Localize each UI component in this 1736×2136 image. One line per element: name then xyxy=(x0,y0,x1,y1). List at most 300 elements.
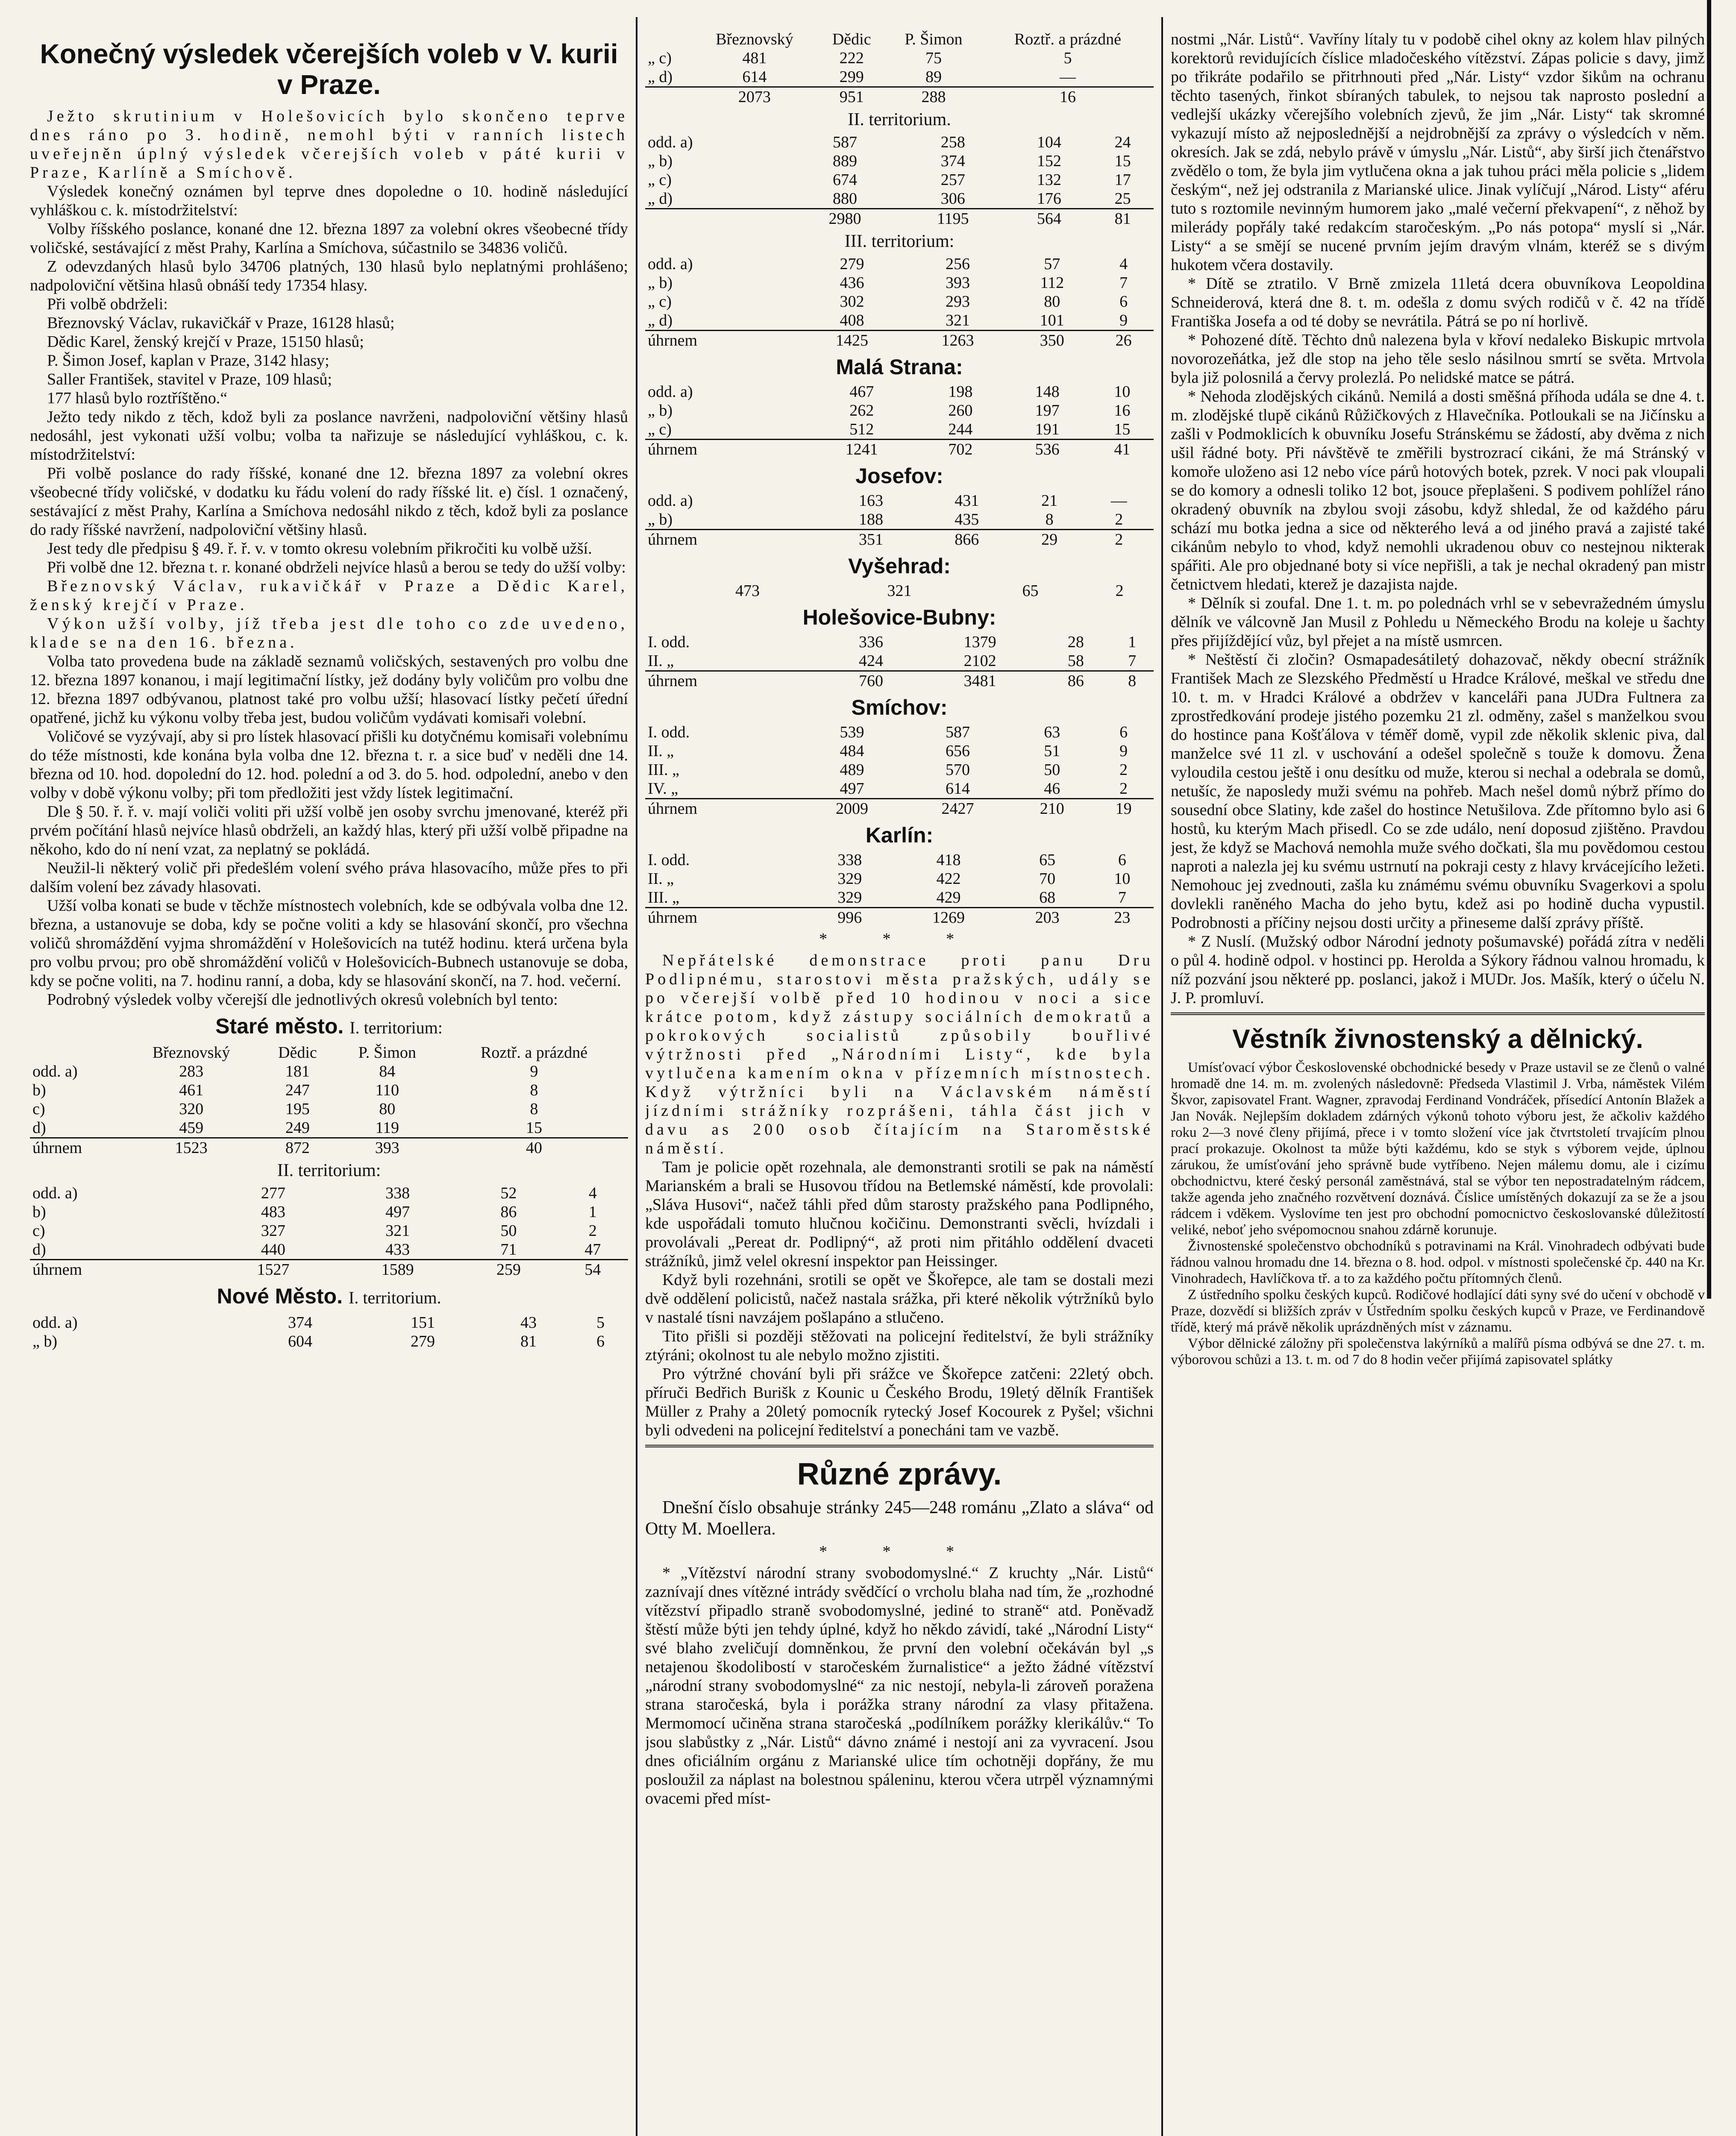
vote-count: 467 xyxy=(849,383,874,401)
vote-count: 2427 xyxy=(905,799,1011,819)
vote-count: 163 xyxy=(858,492,883,510)
district-heading: Holešovice-Bubny: xyxy=(802,605,996,629)
vote-count: 429 xyxy=(936,889,961,907)
table-total-row xyxy=(645,671,1154,691)
table-row xyxy=(645,888,1154,908)
vote-count: 29 xyxy=(1015,530,1084,549)
vote-count: 15 xyxy=(1114,420,1131,438)
vote-count: 889 xyxy=(833,152,858,170)
row-label: II. „ xyxy=(648,870,674,888)
vote-count: 46 xyxy=(1044,780,1060,798)
section-stars: * * * xyxy=(819,930,980,948)
vote-count: 329 xyxy=(837,870,862,888)
results-table xyxy=(645,382,1154,459)
vote-count: 279 xyxy=(840,255,864,273)
row-label: úhrnem xyxy=(645,799,799,819)
row-label: d) xyxy=(32,1241,46,1259)
column-header xyxy=(30,1043,122,1062)
row-label xyxy=(645,581,672,600)
row-label: „ c) xyxy=(648,49,672,67)
vote-count: 86 xyxy=(1041,671,1111,691)
vote-count: 9 xyxy=(1119,742,1128,760)
table-row xyxy=(645,851,1154,869)
table-total-row xyxy=(645,87,1154,107)
vote-count: 2 xyxy=(1119,780,1128,798)
row-label: odd. a) xyxy=(648,133,693,151)
vote-count: 110 xyxy=(375,1081,399,1099)
column-middle xyxy=(645,30,1154,2136)
notice: Živnostenské společenstvo obchodníků s potravinami na Král. Vinohradech odbývati bude řádnou valnou hromadu dne 14. března o 8. hod. odpol. v místnosti společenské čp. 440 na Kr. Vinohradech, Havlíčkova tř. a to za každého počtu přítomných členů. xyxy=(1171,1238,1705,1286)
column-rule xyxy=(636,17,637,2136)
results-table xyxy=(645,30,1154,106)
news-item: * Z Nuslí. (Mužský odbor Národní jednoty pošumavské) pořádá zítra v neděli o půl 4. hodině odpol. v hostinci pp. Herolda a Sýkory řádnou valnou hromadu, k níž pozvání jsou některé pp. poslanci, jakož i MUDr. Jos. Mašík, který o účelu N. J. P. promluví. xyxy=(1171,933,1705,1007)
results-table xyxy=(30,1184,628,1279)
row-label: b) xyxy=(32,1081,46,1099)
vote-count: 1379 xyxy=(963,633,996,651)
vote-count: 3481 xyxy=(919,671,1041,691)
vote-count: 19 xyxy=(1093,799,1154,819)
row-label: úhrnem xyxy=(30,1260,211,1279)
news-item: * Dělník si zoufal. Dne 1. t. m. po polednách vrhl se v sebevražedném úmyslu dělník ve válcovně Jan Musil z Pohledu u Německého Brodu na koleje u šachty přes přijíždějící vůz, byl přejet a na místě usmrcen. xyxy=(1171,594,1705,650)
vote-count: 15 xyxy=(1114,152,1131,170)
vote-count: 195 xyxy=(285,1100,310,1118)
vote-count: 674 xyxy=(833,171,858,189)
page-edge-bar xyxy=(1707,0,1711,1299)
vote-count: 1523 xyxy=(122,1138,261,1158)
news-item: * Pohozené dítě. Těchto dnů nalezena byla v křoví nedaleko Biskupic mrtvola novorozeňátka, jež dle stop na jeho těle seslo násilnou smrtí se světa. Mrtvola byla již polosnilá a červy prolezlá. Po nelidské matce se pátrá. xyxy=(1171,331,1705,387)
table-row xyxy=(645,133,1154,152)
vote-count: 473 xyxy=(735,582,760,600)
table-row xyxy=(30,1332,628,1351)
vote-count: 197 xyxy=(1035,402,1060,420)
row-label: „ d) xyxy=(648,68,673,86)
row-label: úhrnem xyxy=(645,671,823,691)
vote-count: 393 xyxy=(335,1138,440,1158)
vote-count: 614 xyxy=(946,780,970,798)
vote-count: 2 xyxy=(1084,530,1154,549)
row-label: odd. a) xyxy=(648,492,693,510)
row-label: „ b) xyxy=(648,152,673,170)
vote-count: 350 xyxy=(1010,331,1093,350)
row-label: „ b) xyxy=(32,1332,58,1350)
row-label: úhrnem xyxy=(645,331,799,350)
vote-count: 260 xyxy=(948,402,973,420)
vote-count: 461 xyxy=(179,1081,204,1099)
table-total-row xyxy=(30,1138,628,1158)
vote-count: 329 xyxy=(837,889,862,907)
results-table xyxy=(30,1043,628,1157)
district-heading: Malá Strana: xyxy=(836,355,963,379)
row-label: „ d) xyxy=(648,190,673,208)
vote-count: 418 xyxy=(936,851,961,869)
vote-count: 41 xyxy=(1091,440,1154,459)
row-label xyxy=(645,87,691,107)
vote-count: 393 xyxy=(946,274,970,292)
row-label: odd. a) xyxy=(648,255,693,273)
table-row xyxy=(645,581,1154,600)
table-total-row xyxy=(645,799,1154,819)
vote-count: 210 xyxy=(1010,799,1093,819)
column-header: P. Šimon xyxy=(358,1044,416,1062)
district-heading: Smíchov: xyxy=(851,695,948,719)
row-label: odd. a) xyxy=(32,1314,78,1332)
vote-count: 338 xyxy=(837,851,862,869)
section-stars: * * * xyxy=(819,1543,980,1561)
table-row xyxy=(645,760,1154,779)
vote-count: 2 xyxy=(1115,582,1124,600)
vote-count: 1589 xyxy=(335,1260,460,1279)
vote-count: 320 xyxy=(179,1100,204,1118)
vote-count: 17 xyxy=(1114,171,1131,189)
vote-count: 151 xyxy=(410,1314,435,1332)
row-label: d) xyxy=(32,1119,46,1137)
vote-count: 101 xyxy=(1040,311,1064,329)
vote-count: 880 xyxy=(833,190,858,208)
vote-count: 1269 xyxy=(893,908,1004,927)
row-label: b) xyxy=(32,1203,46,1221)
paragraph: Voličové se vyzývají, aby si pro lístek hlasovací přišli ku dotyčnému komisaři volebnímu do téže místnosti, kde konána byla volba dne 12. března t. r. a sice buď v neděli dne 14. března od 10. hod. dopolední do 12. hod. polední a od 3. do 5. hod. odpolední, anebo v den volby v době výkonu volby; při tom předložiti jest vždy lístek legitimační. xyxy=(30,728,628,802)
vote-count: 587 xyxy=(946,723,970,741)
vote-count: 176 xyxy=(1037,190,1061,208)
vote-count: 8 xyxy=(1045,511,1054,528)
vote-count: 306 xyxy=(940,190,965,208)
paragraph: Neužil-li některý volič při předešlém volení svého práva hlasovacího, může přes to při dalším volení bez závady hlasovati. xyxy=(30,859,628,896)
vote-count: 112 xyxy=(1040,274,1064,292)
vote-count: 148 xyxy=(1035,383,1060,401)
column-header: Roztř. a prázdné xyxy=(1014,30,1121,48)
vote-count: 198 xyxy=(948,383,973,401)
notice: Umísťovací výbor Československé obchodnické besedy v Praze ustavil se ze členů o valné hromadě dne 14. m. m. zvolených následovně: Předseda Vlastimil J. Vrba, náměstek Vilém Škvor, zapisovatel Frant. Wagner, zpravodaj Ferdinand Vondráček, přísedící Antonín Blažek a Jan Novák. Nejlepším dokladem zdárných výkonů tohoto výboru jest, že ačkoliv každého roku 2—3 nové členy přijímá, přece i v tomto složení více jak čtvrtstoletí trvajícím plnou prací prokazuje. Okolnost ta může býti každému, kdo se styk s výborem vejde, úplnou zárukou, že umísťování jeho správně bude vytříbeno. Nejen málemu domu, ale i cizímu obchodnictvu, které český personál zaměstnává, stal se výbor ten nepostradatelným rádcem, takže agenda jeho značného rozvětvení doznává. Číslice umístěných dokazují za se že a jsou rádcem i vděkem. Vyslovíme ten jest pro obchodní pomocnictvo českoslovanské důležitostí veliké, neboť jeho svépomocnou snahou zdárně korunuje. xyxy=(1171,1060,1705,1238)
vote-count: 570 xyxy=(946,761,970,779)
table-row xyxy=(645,401,1154,420)
territory-label: III. territorium: xyxy=(844,232,955,251)
row-label: úhrnem xyxy=(645,440,806,459)
results-table xyxy=(645,851,1154,927)
section-divider xyxy=(1171,1012,1705,1015)
vote-count: 336 xyxy=(858,633,883,651)
vote-count: 247 xyxy=(285,1081,310,1099)
vote-count: 2 xyxy=(588,1222,597,1240)
paragraph: Volba tato provedena bude na základě seznamů voličských, sestavených pro volbu dne 12. března 1897 konanou, i mají legitimační lístky, jež dodány byly voličům pro volbu dne 12. března 1897 odbývanou, platnost také pro volbu užší; hlasovací lístky pečetí úřední opatřené, jichž ku výkonu volby třeba jest, budou voličům vydávati komisaři volební. xyxy=(30,652,628,727)
section-headline: Věstník živnostenský a dělnický. xyxy=(1232,1024,1643,1054)
news-item: * Nehoda zlodějských cikánů. Nemilá a dosti směšná příhoda udála se dne 4. t. m. zlodějské tlupě cikánů Růžičkových z Hlavečníka. Potloukali se na Jičínsku a zašli v Podmoklicích k obuvníku Josefu Stránskému se žádostí, aby dvěma z nich ušil řádné boty. Při návštěvě te změřili bystrozrací cikáni, že má Stránský v komoře uloženo asi 12 nebo více párů hotových botek, pzrek. V noci pak vloupali se do komory a odnesli toliko 12 bot, jsouce přeplašeni. S podivem pohlížel ráno okradený obuvník na zbylou svoji zásobu, když shledal, že od každého páru schází mu botka jedna a sice od některého levá a od jiného pravá a zajisté také cikánům nebylo to vhod, když nemohli ukradenou obuv co nestejnou nikterak spářiti. Ale pro objednané boty si více nepřišli, a tak je nechal okradený pan mistr četnictvem hledati, kterež je dazajista najde. xyxy=(1171,387,1705,593)
results-table xyxy=(645,723,1154,818)
paragraph: Tito přišli si později stěžovati na policejní ředitelství, že byli strážníky ztýráni; okolnost tu ale nebylo možno zjistiti. xyxy=(645,1327,1154,1364)
table-row xyxy=(645,382,1154,401)
vote-count: 6 xyxy=(596,1332,605,1350)
news-item: * „Vítězství národní strany svobodomyslné.“ Z kruchty „Nár. Listů“ zaznívají dnes vítězné intrády svědčící o vrcholu blaha nad tím, že „rozhodné vítězství připadlo straně svobodomyslné, jediné to straně“ atd. Poněvadž štěstí může býti jen tehdy úplné, když ho někdo závidí, také „Národní Listy“ své blaho zveličují domněnkou, že první den volební očekáván byl „s netajenou škodolibostí v staročeském žurnalistice“ a ježto žádné vítězství „národní strany svobodomyslné“ za nic nestojí, nebyla-li zároveň poražena strana staročeská, byla i porážka strany národní za vlasy přitažena. Mermomocí učiněna strana staročeská „podílníkem porážky klerikálův.“ To jsou slabůstky z „Nár. Listů“ dávno známé i nestojí ani za vyvracení. Jsou dnes oficiálním orgánu z Marianské ulice tím ochotněji dopřány, že mu posloužil za náplast na bolestnou spáleninu, kterou včera utrpěl významnými ovacemi před míst- xyxy=(645,1564,1154,1807)
row-label: „ b) xyxy=(648,274,673,292)
row-label: c) xyxy=(32,1100,45,1118)
paragraph: Volby říšského poslance, konané dne 12. března 1897 za volební okres všeobecné třídy voličské, sestávající z měst Prahy, Karlína a Smíchova, súčastnilo se 34836 voličů. xyxy=(30,220,628,257)
vote-count: 68 xyxy=(1039,889,1056,907)
vote-count: 259 xyxy=(460,1260,557,1279)
vote-count: 866 xyxy=(919,530,1015,549)
vote-count: 539 xyxy=(840,723,864,741)
table-total-row xyxy=(645,331,1154,350)
section-divider xyxy=(645,1445,1154,1447)
vote-count: 152 xyxy=(1037,152,1061,170)
vote-count: 16 xyxy=(1114,402,1131,420)
column-header: Roztř. a prázdné xyxy=(480,1044,587,1062)
vote-count: 302 xyxy=(840,293,864,311)
territory-label: I. territorium. xyxy=(348,1288,441,1307)
table-row xyxy=(645,723,1154,742)
paragraph: Při volbě poslance do rady říšské, konané dne 12. března 1897 za volební okres všeobecné třídy voličské, v dodatku ku řádu volení do rady říšské lit. e) čísl. 1 označený, sestávající z měst Prahy, Karlína a Smíchova nedosáhl nikdo z těch, kdož byli za poslance do rady říšské navržení, nadpoloviční většiny hlasů. xyxy=(30,464,628,539)
vote-count: 244 xyxy=(948,420,973,438)
vote-count: 1 xyxy=(1128,633,1137,651)
table-row xyxy=(645,491,1154,510)
vote-count: 89 xyxy=(925,68,942,86)
vote-count: 1527 xyxy=(211,1260,335,1279)
table-row xyxy=(645,779,1154,799)
territory-label: I. territorium: xyxy=(350,1018,443,1037)
table-row xyxy=(645,273,1154,292)
district-heading xyxy=(30,1283,628,1311)
vote-count: 81 xyxy=(1092,209,1154,229)
table-row xyxy=(645,67,1154,87)
vote-count: 327 xyxy=(261,1222,285,1240)
column-header: P. Šimon xyxy=(905,30,963,48)
vote-count: 40 xyxy=(440,1138,628,1158)
paragraph: Jest tedy dle předpisu § 49. ř. ř. v. v tomto okresu volebním přikročiti ku volbě užší. xyxy=(47,540,592,557)
notice: Z ústředního spolku českých kupců. Rodičové hodlající dáti syny své do učení v obchodě v Praze, dozvědí si bližších zpráv v Ústředním spolku českých kupců v Praze, ve Ferdinandově třídě, který má právě několik uprázdněných míst v záznamu. xyxy=(1171,1287,1705,1335)
results-table xyxy=(30,1313,628,1351)
paragraph: Dle § 50. ř. ř. v. mají voliči voliti při užší volbě jen osoby svrchu jmenované, kteréž při prvém počítání hlasů nejvíce hlasů obdrželi, an každý hlas, který při užší volbě připadne na někoho, kdo do ní není vzat, za neplatný se pokládá. xyxy=(30,803,628,858)
vote-count: 435 xyxy=(955,511,979,528)
vote-count: — xyxy=(1110,492,1127,510)
vote-count: 321 xyxy=(887,582,912,600)
table-row xyxy=(645,420,1154,440)
vote-count: 459 xyxy=(179,1119,204,1137)
vote-count: 43 xyxy=(520,1314,537,1332)
vote-count: 23 xyxy=(1091,908,1154,927)
vote-count: 351 xyxy=(823,530,919,549)
paragraph: Z odevzdaných hlasů bylo 34706 platných, 130 hlasů bylo neplatnými prohlášeno; nadpoloviční většina hlasů obnáší tedy 17354 hlasy. xyxy=(30,258,628,294)
vote-count: 132 xyxy=(1037,171,1061,189)
paragraph: Ježto skrutinium v Holešovicích bylo skončeno teprve dnes ráno po 3. hodině, nemohl býti v ranních listech uveřejněn úplný výsledek včerejších voleb v páté kurii v Praze, Karlíně a Smíchově. xyxy=(30,107,628,182)
vote-count: 203 xyxy=(1004,908,1091,927)
table-row xyxy=(30,1118,628,1138)
vote-count: 4 xyxy=(588,1184,597,1202)
paragraph: Ježto tedy nikdo z těch, kdož byli za poslance navrženi, nadpoloviční většiny hlasů nedosáhl, jest vykonati užší volbu; volba ta nařizuje se následující vyhláškou, c. k. místodržitelství: xyxy=(30,408,628,464)
table-row xyxy=(30,1240,628,1260)
vote-count: 50 xyxy=(1044,761,1060,779)
paragraph: Při volbě obdrželi: xyxy=(47,295,168,313)
vote-count: 483 xyxy=(261,1203,285,1221)
row-label: „ b) xyxy=(648,402,673,420)
vote-count: 7 xyxy=(1119,274,1128,292)
vote-count: 65 xyxy=(1022,582,1039,600)
vote-count: 84 xyxy=(379,1062,396,1080)
paragraph: Tam je policie opět rozehnala, ale demonstranti srotili se pak na náměstí Marianském a brali se Husovou třídou na Betlemské náměstí, kde provolali: „Sláva Husovi“, načež táhli před dům starosty pražského pana Podlipného, kde uspořádali tomuto hlučnou kočičinu. Demonstranti svěcli, hvízdali i provolávali „Pereat dr. Podlipný“, až proti nim přitáhlo oddělení dvaceti strážníků, jimž velel okresní inspektor pan Heissinger. xyxy=(645,1158,1154,1270)
row-label xyxy=(645,209,790,229)
vote-count: 996 xyxy=(806,908,893,927)
vote-count: 484 xyxy=(840,742,864,760)
results-table xyxy=(645,633,1154,690)
paragraph: Březnovský Václav, rukavičkář v Praze a Dědic Karel, ženský krejčí v Praze. xyxy=(30,577,628,614)
notice: Výbor dělnické záložny při společenstva lakýrníků a malířů písma odbývá se dne 27. t. m. výborovou schůzi a 13. t. m. od 7 do 8 hodin večer přijímá zapisovatel splátky xyxy=(1171,1336,1705,1367)
vote-count: 15 xyxy=(526,1119,542,1137)
vote-count: 431 xyxy=(955,492,979,510)
row-label: I. odd. xyxy=(648,723,690,741)
vote-count: 86 xyxy=(500,1203,517,1221)
table-row xyxy=(30,1100,628,1118)
vote-count: 28 xyxy=(1067,633,1084,651)
vote-count: 408 xyxy=(840,311,864,329)
vote-count: 6 xyxy=(1119,293,1128,311)
vote-count: 262 xyxy=(849,402,874,420)
paragraph: Užší volba konati se bude v těchže místnostech volebních, kde se odbývala volba dne 12. března, a ustanovuje se doba, kdy se počne voliti a kdy se hlasování skončí, pro všechna voličů shromáždění vyjma shromáždění v Holešovicích na tutéž hodinu. která určena byla pro volbu prvou; pro obě shromáždění voličů v Holešovicích-Bubnech ustanovuje se doba, kdy se počne voliti, na 7. hodinu ranní, a doba, kdy se hlasování skončí, na 7. hod. večerní. xyxy=(30,897,628,990)
vote-count: 321 xyxy=(385,1222,410,1240)
vote-count: 564 xyxy=(1007,209,1092,229)
vote-count: 279 xyxy=(410,1332,435,1350)
article-headline: Konečný výsledek včerejších voleb v V. kurii v Praze. xyxy=(40,38,618,100)
table-row xyxy=(645,189,1154,209)
vote-count: 10 xyxy=(1114,870,1131,888)
vote-count: 656 xyxy=(946,742,970,760)
table-row xyxy=(645,255,1154,273)
vote-count: 51 xyxy=(1044,742,1060,760)
table-header-row xyxy=(645,30,1154,49)
table-row xyxy=(30,1062,628,1081)
vote-count: 222 xyxy=(839,49,864,67)
vote-count: 2 xyxy=(1119,761,1128,779)
vote-count: 188 xyxy=(858,511,883,528)
vote-count: 25 xyxy=(1114,190,1131,208)
table-row xyxy=(645,170,1154,189)
vote-count: 5 xyxy=(596,1314,605,1332)
vote-count: 1263 xyxy=(905,331,1011,350)
news-item: * Dítě se ztratilo. V Brně zmizela 11letá dcera obuvníkova Leopoldina Schneiderová, která dne 8. t. m. odešla z domu svých rodičů v č. 42 na třídě Františka Josefa a od té doby se nevrátila. Pátrá se po ní horlivě. xyxy=(1171,275,1705,330)
table-row xyxy=(645,651,1154,671)
row-label: IV. „ xyxy=(648,780,679,798)
vote-count: 249 xyxy=(285,1119,310,1137)
vote-count: 21 xyxy=(1041,492,1058,510)
vote-count: 1241 xyxy=(806,440,917,459)
vote-count: 6 xyxy=(1118,851,1126,869)
vote-count: 80 xyxy=(1044,293,1060,311)
vote-count: 293 xyxy=(946,293,970,311)
vote-count: 614 xyxy=(742,68,767,86)
table-row xyxy=(645,152,1154,170)
row-label: odd. a) xyxy=(648,383,693,401)
vote-count: 258 xyxy=(940,133,965,151)
vote-count: 9 xyxy=(1119,311,1128,329)
table-row xyxy=(645,633,1154,651)
vote-count: 277 xyxy=(261,1184,285,1202)
candidate-result: Dědic Karel, ženský krejčí v Praze, 15150 hlasů; xyxy=(47,333,364,351)
vote-count: 81 xyxy=(520,1332,537,1350)
row-label: „ d) xyxy=(648,311,673,329)
vote-count: 5 xyxy=(1063,49,1072,67)
table-total-row xyxy=(645,209,1154,229)
district-name: Nové Město. xyxy=(217,1284,343,1308)
vote-count: 872 xyxy=(261,1138,335,1158)
vote-count: 1195 xyxy=(899,209,1007,229)
vote-count: 2009 xyxy=(799,799,905,819)
vote-count: 52 xyxy=(500,1184,517,1202)
table-row xyxy=(645,869,1154,888)
vote-count: 8 xyxy=(530,1081,538,1099)
vote-count: 71 xyxy=(500,1241,517,1259)
row-label: „ c) xyxy=(648,171,672,189)
vote-count: 587 xyxy=(833,133,858,151)
paragraph: Výsledek konečný oznámen byl teprve dnes dopoledne o 10. hodině následující vyhláškou c. k. místodržitelství: xyxy=(30,182,628,219)
candidate-result: P. Šimon Josef, kaplan v Praze, 3142 hlasy; xyxy=(47,352,329,370)
vote-count: 256 xyxy=(946,255,970,273)
row-label: úhrnem xyxy=(645,908,806,927)
vote-count: 57 xyxy=(1044,255,1060,273)
table-row xyxy=(645,510,1154,530)
paragraph: Podrobný výsledek volby včerejší dle jednotlivých okresů volebních byl tento: xyxy=(47,991,558,1009)
vote-count: 54 xyxy=(558,1260,629,1279)
vote-count: 2073 xyxy=(691,87,818,107)
table-row xyxy=(645,311,1154,331)
district-name: Staré město. xyxy=(215,1014,344,1038)
vote-count: 10 xyxy=(1114,383,1131,401)
table-row xyxy=(30,1184,628,1203)
vote-count: 257 xyxy=(940,171,965,189)
row-label: III. „ xyxy=(648,761,679,779)
vote-count: 283 xyxy=(179,1062,204,1080)
vote-count: 702 xyxy=(917,440,1004,459)
table-total-row xyxy=(645,530,1154,549)
paragraph: Pro výtržné chování byli při srážce ve Škořepce zatčeni: 22letý obch. příruči Bedřich Burišk z Kounic u Českého Brodu, 19letý dělník František Müller z Prahy a 20letý pomocník rytecký Josef Kocourek z Pyšel; všichni byli odvedeni na policejní ředitelství a ponecháni tam ve vazbě. xyxy=(645,1365,1154,1439)
row-label: II. „ xyxy=(648,742,674,760)
vote-count: 104 xyxy=(1037,133,1061,151)
paragraph: 177 hlasů bylo roztříštěno.“ xyxy=(47,389,228,407)
district-heading: Karlín: xyxy=(865,823,934,847)
vote-count: 497 xyxy=(840,780,864,798)
results-table xyxy=(645,133,1154,228)
vote-count: 1 xyxy=(588,1203,597,1221)
column-header: Dědic xyxy=(832,30,871,48)
column-header: Březnovský xyxy=(716,30,793,48)
table-header-row xyxy=(30,1043,628,1062)
vote-count: 536 xyxy=(1004,440,1091,459)
candidate-result: Březnovský Václav, rukavičkář v Praze, 16128 hlasů; xyxy=(47,314,395,332)
row-label: I. odd. xyxy=(648,633,690,651)
table-row xyxy=(30,1081,628,1100)
vote-count: 489 xyxy=(840,761,864,779)
paragraph: Když byli rozehnáni, srotili se opět ve Škořepce, ale tam se dostali mezi dvě oddělení policistů, načež nastala srážka, při které několik výtržníků bylo v nastalé tísni navzájem pošlapáno a stlučeno. xyxy=(645,1271,1154,1326)
candidate-result: Saller František, stavitel v Praze, 109 hlasů; xyxy=(47,370,332,388)
territory-label: II. territorium: xyxy=(277,1161,381,1180)
paragraph: Nepřátelské demonstrace proti panu Dru Podlipnému, starostovi města pražských, udály se po včerejší volbě před 10 hodinou v noci a sice krátce potom, když zástupy sociálních demokratů a pokrokových socialistů způsobily bouřlivé výtržnosti před „Národními Listy“, kde byla vytlučena kamením okna v přízemních místnostech. Když výtržníci byli na Václavském náměstí jízdními strážníky rozprášeni, táhla část jich v davu as 200 osob čítajícím na Staroměstské náměstí. xyxy=(645,951,1154,1157)
table-row xyxy=(30,1203,628,1221)
district-heading xyxy=(30,1013,628,1041)
vote-count: 119 xyxy=(375,1119,399,1137)
vote-count: 424 xyxy=(858,652,883,670)
vote-count: 440 xyxy=(261,1241,285,1259)
row-label: „ b) xyxy=(648,511,673,528)
results-table xyxy=(645,491,1154,549)
vote-count: 374 xyxy=(940,152,965,170)
vote-count: 338 xyxy=(385,1184,410,1202)
vote-count: 512 xyxy=(849,420,874,438)
table-row xyxy=(30,1313,628,1332)
row-label: úhrnem xyxy=(645,530,823,549)
section-headline: Různé zprávy. xyxy=(797,1457,1002,1491)
row-label: II. „ xyxy=(648,652,674,670)
vote-count: 70 xyxy=(1039,870,1056,888)
paragraph: Výkon užší volby, jíž třeba jest dle toho co zde uvedeno, klade se na den 16. března. xyxy=(30,615,628,651)
table-row xyxy=(30,1221,628,1240)
results-table xyxy=(645,581,1154,600)
vote-count: 951 xyxy=(818,87,885,107)
vote-count: 299 xyxy=(839,68,864,86)
